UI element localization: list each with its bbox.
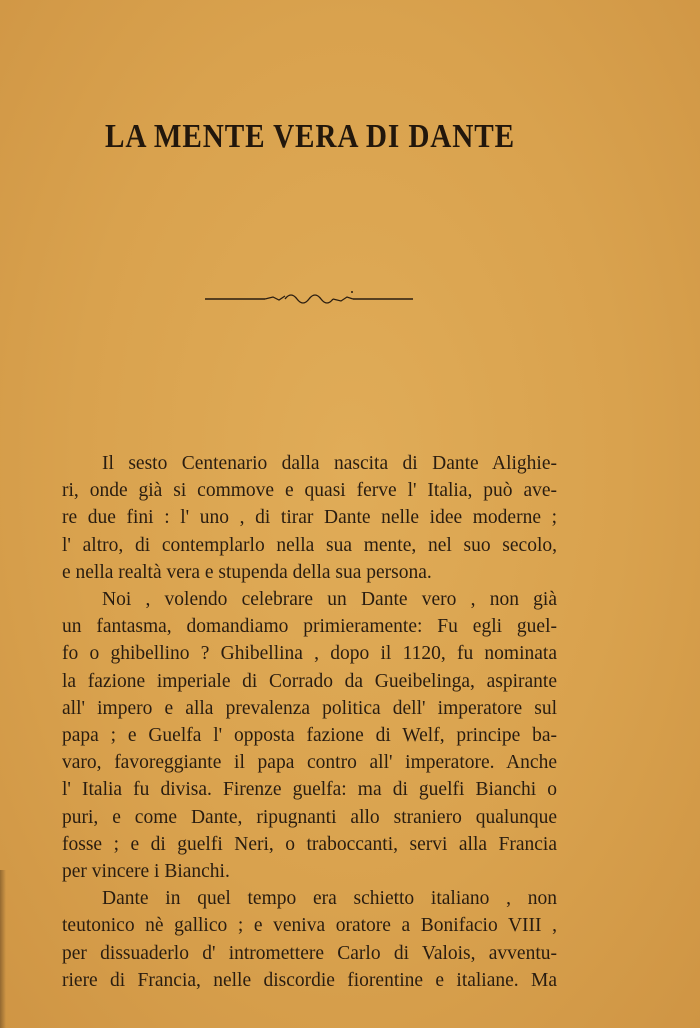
text-line: per vincere i Bianchi. <box>62 861 230 883</box>
text-line: papa ; e Guelfa l' opposta fazione di Welf, principe ba- <box>62 725 557 747</box>
text-line: Noi , volendo celebrare un Dante vero , non già <box>102 589 557 611</box>
text-line: la fazione imperiale di Corrado da Gueibelinga, aspirante <box>62 670 557 692</box>
decorative-rule-icon <box>205 288 413 308</box>
text-line: fo o ghibellino ? Ghibellina , dopo il 1120, fu nominata <box>62 643 557 665</box>
text-line: Il sesto Centenario dalla nascita di Dante Alighie- <box>102 453 557 474</box>
text-line: teutonico nè gallico ; e veniva oratore a Bonifacio VIII , <box>62 915 557 937</box>
text-line: e nella realtà vera e stupenda della sua persona. <box>62 561 432 583</box>
text-line: re due fini : l' uno , di tirar Dante nelle idee moderne ; <box>62 507 557 529</box>
text-line: ri, onde già si commove e quasi ferve l' Italia, può ave- <box>62 480 557 502</box>
text-line: all' impero e alla prevalenza politica dell' imperatore sul <box>62 697 557 719</box>
text-line: l' Italia fu divisa. Firenze guelfa: ma di guelfi Bianchi o <box>62 779 557 801</box>
text-line: fosse ; e di guelfi Neri, o traboccanti, servi alla Francia <box>62 833 557 855</box>
text-line: l' altro, di contemplarlo nella sua mente, nel suo secolo, <box>62 534 557 556</box>
text-line: varo, favoreggiante il papa contro all' imperatore. Anche <box>62 752 557 774</box>
text-line: riere di Francia, nelle discordie fiorentine e italiane. Ma <box>62 969 557 991</box>
body-text <box>62 450 557 994</box>
text-line: Dante in quel tempo era schietto italiano , non <box>102 888 557 910</box>
text-line: puri, e come Dante, ripugnanti allo straniero qualunque <box>62 806 557 828</box>
page-edge-shadow <box>0 870 6 1028</box>
text-line: per dissuaderlo d' intromettere Carlo di Valois, avventu- <box>62 942 557 964</box>
page-title: LA MENTE VERA DI DANTE <box>105 118 515 155</box>
text-line: un fantasma, domandiamo primieramente: Fu egli guel- <box>62 616 557 638</box>
